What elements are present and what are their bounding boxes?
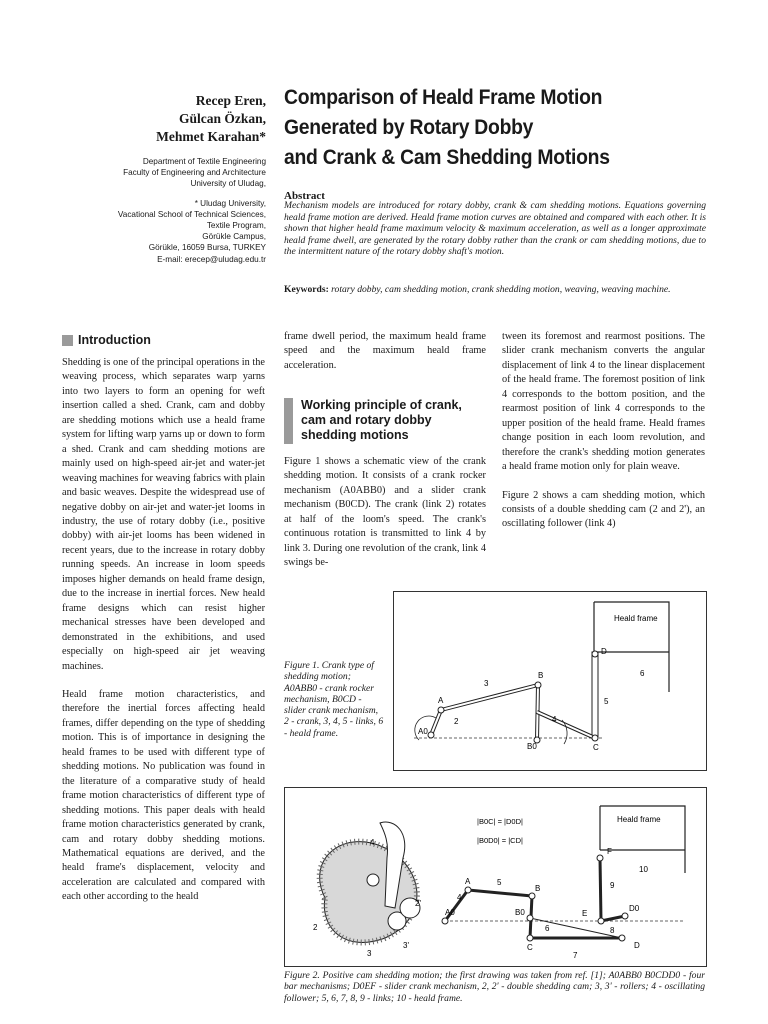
cam-center	[367, 874, 379, 886]
section-title: Introduction	[78, 333, 151, 347]
link-8	[601, 916, 625, 921]
label-C-2: C	[527, 943, 533, 952]
section-working-principle	[284, 398, 489, 444]
keywords-text: rotary dobby, cam shedding motion, crank shedding motion, weaving, weaving machine.	[331, 284, 671, 295]
section-title: Working principle of crank, cam and rotary dobby shedding motions	[301, 398, 462, 442]
column-2-top	[284, 330, 486, 387]
author-2: Gülcan Özkan,	[178, 111, 266, 126]
eq-1: |B0C| = |D0D|	[477, 817, 523, 826]
link-2-inner	[431, 710, 441, 735]
label-F-2: F	[607, 847, 612, 856]
abstract-heading: Abstract	[284, 190, 325, 202]
author-3: Mehmet Karahan*	[156, 129, 266, 144]
label-D0-2: D0	[629, 904, 640, 913]
label-B0: B0	[527, 742, 537, 751]
figure-2-caption: Figure 2. Positive cam shedding motion; the first drawing was taken from ref. [1]; A0ABB0 B0CDD0 - four bar mechanisms; D0EF - slider crank mechanism, 2, 2' - double shedding cam; 3, 3' - rollers; 4 - oscillating follower; 5, 6, 7, 8, 9 - links; 10 - heald frame.	[284, 970, 705, 1004]
joint-F-2	[597, 855, 603, 861]
joint-B0-2	[527, 915, 533, 921]
label-2p-cam: 2'	[415, 899, 421, 908]
joint-C	[592, 735, 598, 741]
label-6-2: 6	[545, 924, 550, 933]
joint-D0-2	[622, 913, 628, 919]
joint-B-2	[529, 893, 535, 899]
link-5	[592, 652, 598, 738]
affil-line: Görükle Campus,	[202, 232, 266, 242]
affil-line: * Uludag University,	[194, 198, 266, 208]
cam-drawing	[313, 822, 421, 958]
column-3	[502, 330, 705, 546]
joint-B	[535, 682, 541, 688]
label-6: 6	[640, 669, 645, 678]
figure-1-diagram	[394, 592, 706, 770]
paper-title	[284, 82, 698, 172]
label-3p-cam: 3'	[403, 941, 409, 950]
fig2-frame-label: Heald frame	[617, 815, 661, 824]
label-7-2: 7	[573, 951, 578, 960]
joint-A-2	[465, 887, 471, 893]
link-9	[600, 858, 601, 921]
column-1	[62, 356, 265, 919]
figure-2	[284, 787, 707, 967]
keywords	[284, 284, 706, 296]
figure-1-caption: Figure 1. Crank type of shedding motion; A0ABB0 - crank rocker mechanism, B0CD - slider crank mechanism, 2 - crank, 3, 4, 5 - links, 6 - heald frame.	[284, 660, 384, 739]
link-4b-inner	[537, 712, 595, 738]
abstract-text: Mechanism models are introduced for rotary dobby, crank & cam shedding motions. Equations governing heald frame motion are derived. Heald frame motion curves are obtained and compared with each other. It is shown that higher heald frame maximum velocity & maximum acceleration, as well as a longer approximate heald frame dwell, are generated by the rotary dobby rather than the crank or cam shedding motions, due to the intermittent nature of the rotary dobby shaft's motion.	[284, 200, 706, 258]
paragraph: frame dwell period, the maximum heald frame speed and the maximum heald frame acceleration.	[284, 331, 486, 371]
author-1: Recep Eren,	[195, 93, 266, 108]
affil-line: Faculty of Engineering and Architecture	[123, 168, 266, 178]
authors	[36, 92, 266, 146]
figure-2-diagram	[285, 788, 706, 966]
label-3-cam: 3	[367, 949, 372, 958]
joint-A	[438, 707, 444, 713]
affil-email: E-mail: erecep@uludag.edu.tr	[157, 254, 266, 264]
affil-line: Textile Program,	[206, 221, 266, 231]
label-A0-2: A0	[445, 908, 455, 917]
joint-A0-2	[442, 918, 448, 924]
label-9-2: 9	[610, 881, 615, 890]
paragraph: Figure 2 shows a cam shedding motion, which consists of a double shedding cam (2 and 2'), an oscillating follower (link 4)	[502, 489, 705, 530]
joint-E-2	[598, 918, 604, 924]
affil-line: Vacational School of Technical Sciences,	[117, 209, 266, 219]
label-B0-2: B0	[515, 908, 525, 917]
title-line: and Crank & Cam Shedding Motions	[284, 145, 610, 169]
label-4-cam: 4	[370, 838, 375, 847]
paragraph: Shedding is one of the principal operations in the weaving process, which separates warp yarns into two layers to form an opening for weft insertion called a shed. Crank, cam and dobby are shedding motions which use a heald frame system for lifting warp yarns up or down to form a shed. Crank and cam shedding motions are mainly used on high-speed air-jet and water-jet weaving machines for weaving fabrics with plain and basic weaves. Despite the widespread use of negative dobby on air-jet and water-jet looms in industry, the use of rotary dobby (i.e., positive dobby) with air-jet looms has been widened in recent years, due to the increase in rotary dobby running speeds. An increase in loom speeds imposes higher demands on heald frame design, due to the increase in inertial forces. New heald frame designs which can resist higher mechanical stresses have been developed and demonstrated in the exhibitions, and used especially on high-speed air jet weaving machines.	[62, 357, 266, 672]
affil-line: Görükle, 16059 Bursa, TURKEY	[148, 243, 266, 253]
paragraph: tween its foremost and rearmost positions. The slider crank mechanism converts the angular displacement of link 4 to the linear displacement of the heald frame. The foremost position of link 4 corresponds to the bottom position, and the rearmost position of link 4 corresponds to the upper position of the heald frame. Heald frames change position in each loom revolution, and therefore the crank's shedding motion generates a heald frame motion only for plain weave.	[502, 331, 705, 473]
keywords-label: Keywords:	[284, 284, 329, 295]
label-E-2: E	[582, 909, 588, 918]
label-2: 2	[454, 717, 459, 726]
joint-C-2	[527, 935, 533, 941]
label-D-2: D	[634, 941, 640, 950]
joint-D-2	[619, 935, 625, 941]
label-5-2: 5	[497, 878, 502, 887]
joint-A0	[428, 732, 434, 738]
label-B-2: B	[535, 884, 541, 893]
label-A: A	[438, 696, 444, 705]
link-3-inner	[441, 685, 538, 710]
eq-2: |B0D0| = |CD|	[477, 836, 523, 845]
figure-1	[393, 591, 707, 771]
label-A-2: A	[465, 877, 471, 886]
label-C: C	[593, 743, 599, 752]
label-10-2: 10	[639, 865, 648, 874]
label-4: 4	[552, 715, 557, 724]
label-8-2: 8	[610, 926, 615, 935]
affil-spacer	[26, 190, 266, 198]
label-5: 5	[604, 697, 609, 706]
label-A0: A0	[418, 727, 428, 736]
affiliation	[26, 156, 266, 265]
label-3: 3	[484, 679, 489, 688]
link-5-fig2	[468, 890, 532, 896]
column-2-bottom	[284, 455, 486, 585]
section-introduction	[62, 333, 151, 347]
paragraph: Figure 1 shows a schematic view of the crank shedding motion. It consists of a crank rocker mechanism (A0ABB0) and a slider crank mechanism (B0CD). The crank (link 2) rotates at half of the loom's speed. The crank's continuous rotation is transmitted to link 4 by link 3. During one revolution of the crank, link 4 swings be-	[284, 456, 486, 569]
label-B: B	[538, 671, 544, 680]
label-2-cam: 2	[313, 923, 318, 932]
label-D: D	[601, 647, 607, 656]
title-line: Comparison of Heald Frame Motion	[284, 85, 603, 109]
section-marker	[284, 398, 293, 444]
section-marker	[62, 335, 73, 346]
title-line: Generated by Rotary Dobby	[284, 115, 534, 139]
affil-line: University of Uludag,	[190, 179, 266, 189]
joint-D	[592, 651, 598, 657]
label-4-2: 4	[457, 893, 462, 902]
paragraph: Heald frame motion characteristics, and therefore the inertial forces affecting heald frames, differ depending on the type of shedding motion. This is of importance in designing the heald frames to be used with different type of shedding motions. No publication was found in the literature of a comparative study of heald frame motion characteristics of different type of shedding motions. This paper deals with heald frame motion characteristics generated by crank, cam and rotary dobby shedding motions. Mathematical equations are derived, and the heald frame's displacement, velocity and acceleration are calculated and compared with each other according to the heald	[62, 688, 265, 903]
fig1-frame-label: Heald frame	[614, 614, 658, 623]
affil-line: Department of Textile Engineering	[142, 157, 266, 166]
